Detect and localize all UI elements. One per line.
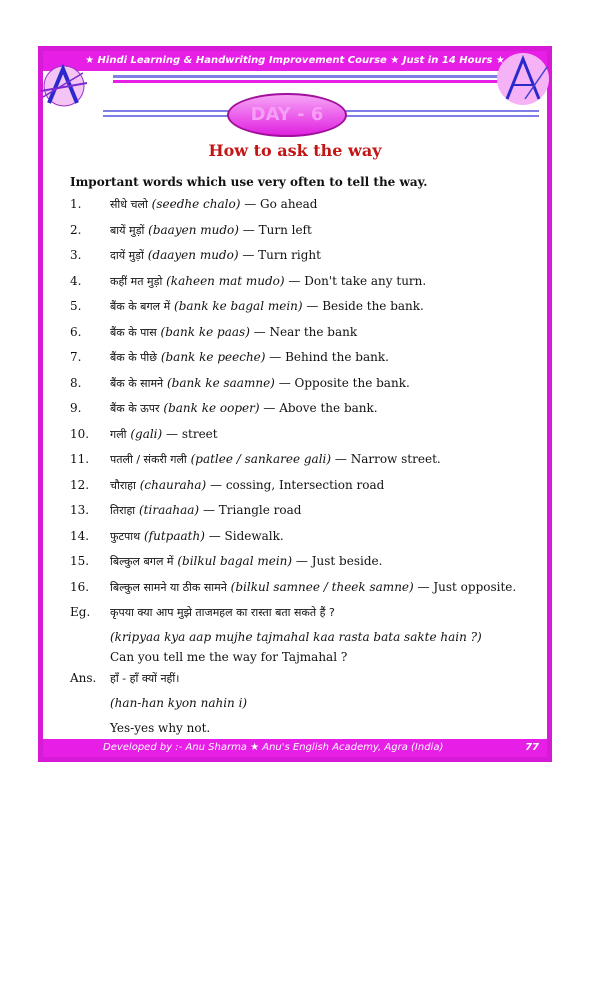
english-meaning: — Go ahead <box>244 197 318 211</box>
transliteration: (bank ke ooper) <box>163 401 260 415</box>
transliteration: (daayen mudo) <box>147 248 239 262</box>
english-meaning: — Triangle road <box>202 503 302 517</box>
transliteration: (bilkul bagal mein) <box>177 554 293 568</box>
transliteration: (seedhe chalo) <box>151 197 241 211</box>
list-item <box>70 192 540 218</box>
item-number: 14. <box>70 528 90 543</box>
list-item <box>70 575 540 601</box>
footer <box>43 739 547 757</box>
item-text <box>110 320 357 346</box>
english-meaning: — Turn left <box>242 222 312 237</box>
hindi-phrase: बैंक के बगल में <box>110 300 171 313</box>
hindi-phrase: बायें मुड़ों <box>110 223 145 237</box>
answer-english-line <box>70 716 540 741</box>
list-item <box>70 269 540 295</box>
item-number: 6. <box>70 324 82 339</box>
answer-hindi: हाँ - हाँ क्यों नहीं। <box>110 671 180 685</box>
hindi-phrase: पतली / संकरी गली <box>110 453 187 466</box>
intro-heading: Important words which use very often to tell the way. <box>70 175 428 189</box>
transliteration: (bank ke peeche) <box>160 350 266 364</box>
item-text <box>110 422 218 448</box>
item-text <box>110 345 389 371</box>
item-text <box>110 498 301 524</box>
english-meaning: — Opposite the bank. <box>278 375 410 390</box>
hindi-phrase: तिराहा <box>110 504 136 517</box>
hindi-phrase: बैंक के सामने <box>110 376 164 390</box>
page <box>38 46 552 762</box>
english-meaning: — street <box>166 426 218 441</box>
page-number: 77 <box>525 742 539 753</box>
footer-credit: Developed by :- Anu Sharma ★ Anu's English Academy, Agra (India) <box>103 742 444 753</box>
list-item <box>70 371 540 397</box>
list-item <box>70 243 540 269</box>
english-meaning: — Narrow street. <box>334 452 441 466</box>
item-number: 10. <box>70 426 90 441</box>
hindi-phrase: गली <box>110 427 127 441</box>
header-rule <box>113 75 547 78</box>
transliteration: (futpaath) <box>143 528 205 543</box>
list-item <box>70 549 540 575</box>
example-label: Eg. <box>70 605 91 619</box>
item-text <box>110 549 382 575</box>
header-rule <box>113 80 547 83</box>
transliteration: (bilkul samnee / theek samne) <box>230 579 414 594</box>
answer-roman-line <box>70 691 540 716</box>
english-meaning: — Sidewalk. <box>208 528 284 543</box>
item-text <box>110 192 317 218</box>
item-text <box>110 396 378 422</box>
hindi-phrase: बैंक के ऊपर <box>110 402 160 415</box>
transliteration: (bank ke saamne) <box>166 375 275 390</box>
example-line <box>70 600 540 626</box>
hindi-phrase: चौराहा <box>110 478 136 492</box>
example-hindi: कृपया क्या आप मुझे ताजमहल का रास्ता बता सकते हैं ? <box>110 606 335 619</box>
english-meaning: — Above the bank. <box>263 401 378 415</box>
list-item <box>70 345 540 371</box>
english-meaning: — Beside the bank. <box>306 299 424 313</box>
list-item <box>70 422 540 448</box>
item-number: 15. <box>70 554 90 568</box>
answer-label: Ans. <box>70 670 97 685</box>
transliteration: (tiraahaa) <box>139 503 200 517</box>
list-item <box>70 320 540 346</box>
item-number: 3. <box>70 248 82 262</box>
transliteration: (bank ke bagal mein) <box>174 299 303 313</box>
item-text <box>110 371 410 397</box>
item-number: 13. <box>70 503 90 517</box>
list-item <box>70 447 540 473</box>
hindi-phrase: दायें मुड़ों <box>110 249 144 262</box>
item-number: 12. <box>70 477 90 492</box>
list-item <box>70 294 540 320</box>
answer-english: Yes-yes why not. <box>110 721 211 735</box>
vocab-list <box>70 192 540 741</box>
item-text <box>110 269 426 295</box>
example-english-line <box>70 648 540 666</box>
english-meaning: — Turn right <box>242 248 321 262</box>
course-banner: ★ Hindi Learning & Handwriting Improvement Course ★ Just in 14 Hours ★ <box>43 51 547 71</box>
list-item <box>70 498 540 524</box>
example-roman: (kripyaa kya aap mujhe tajmahal kaa rasta bata sakte hain ?) <box>110 629 482 644</box>
example-english: Can you tell me the way for Tajmahal ? <box>110 649 348 664</box>
item-number: 8. <box>70 375 82 390</box>
item-number: 5. <box>70 299 82 313</box>
list-item <box>70 524 540 550</box>
transliteration: (patlee / sankaree gali) <box>190 452 332 466</box>
english-meaning: — Just beside. <box>295 554 383 568</box>
english-meaning: — Near the bank <box>253 324 358 339</box>
item-text <box>110 294 424 320</box>
academy-logo-right <box>495 51 551 107</box>
hindi-phrase: फुटपाथ <box>110 529 141 543</box>
item-number: 11. <box>70 452 90 466</box>
item-number: 7. <box>70 350 82 364</box>
list-item <box>70 218 540 244</box>
item-text <box>110 243 321 269</box>
english-meaning: — Behind the bank. <box>269 350 389 364</box>
list-item <box>70 396 540 422</box>
day-badge: DAY - 6 <box>227 93 347 137</box>
english-meaning: — Don't take any turn. <box>288 273 427 288</box>
item-text <box>110 473 384 499</box>
hindi-phrase: बैंक के पीछे <box>110 351 157 364</box>
transliteration: (chauraha) <box>139 477 207 492</box>
transliteration: (kaheen mat mudo) <box>166 273 285 288</box>
answer-roman: (han-han kyon nahin i) <box>110 696 248 710</box>
item-text <box>110 524 284 550</box>
item-number: 9. <box>70 401 82 415</box>
item-number: 2. <box>70 222 82 237</box>
hindi-phrase: बिल्कुल सामने या ठीक सामने <box>110 580 227 594</box>
hindi-phrase: सीधे चलो <box>110 198 148 211</box>
example-roman-line <box>70 626 540 648</box>
hindi-phrase: कहीं मत मुड़ो <box>110 274 163 288</box>
transliteration: (gali) <box>130 426 163 441</box>
answer-line <box>70 666 540 692</box>
english-meaning: — cossing, Intersection road <box>210 477 385 492</box>
list-item <box>70 473 540 499</box>
item-number: 1. <box>70 197 82 211</box>
item-text <box>110 447 441 473</box>
page-title: How to ask the way <box>208 141 382 160</box>
academy-logo-left <box>39 61 89 111</box>
english-meaning: — Just opposite. <box>417 579 517 594</box>
hindi-phrase: बैंक के पास <box>110 325 157 339</box>
hindi-phrase: बिल्कुल बगल में <box>110 555 174 568</box>
item-number: 16. <box>70 579 90 594</box>
item-text <box>110 218 312 244</box>
item-text <box>110 575 516 601</box>
transliteration: (bank ke paas) <box>160 324 250 339</box>
transliteration: (baayen mudo) <box>148 222 239 237</box>
item-number: 4. <box>70 273 82 288</box>
